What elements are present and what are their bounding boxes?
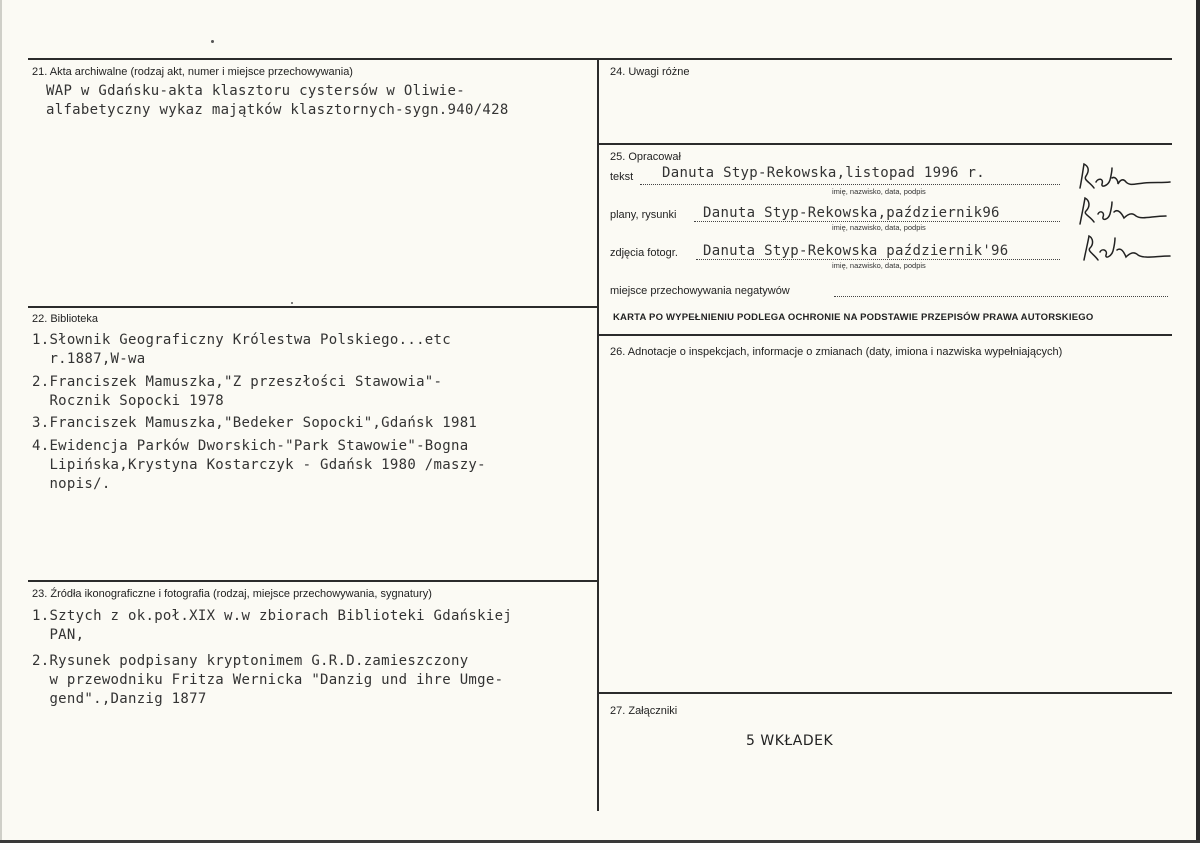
bibliography-item-4-line-2: Lipińska,Krystyna Kostarczyk - Gdańsk 1980 /maszy- [32,457,486,473]
field-value-text: Danuta Styp-Rekowska,listopad 1996 r. [662,165,985,181]
paper-speck [291,302,293,304]
section-23-label: 23. Źródła ikonograficzne i fotografia (rodzaj, miejsce przechowywania, sygnatury) [32,588,432,600]
iconography-item-1-line-1: 1.Sztych z ok.poł.XIX w.w zbiorach Biblioteki Gdańskiej [32,608,513,624]
bibliography-item-2-line-2: Rocznik Sopocki 1978 [32,393,225,409]
negatives-label: miejsce przechowywania negatywów [610,285,790,297]
divider-24-25 [598,143,1172,145]
bibliography-item-2-line-1: 2.Franciszek Mamuszka,"Z przeszłości Stawowia"- [32,374,443,390]
negatives-line [834,296,1168,297]
field-line-text [640,184,1060,185]
iconography-item-2-line-2: w przewodniku Fritza Wernicka "Danzig und ihre Umge- [32,672,504,688]
bibliography-item-4-line-3: nopis/. [32,476,111,492]
bibliography-item-3-line-1: 3.Franciszek Mamuszka,"Bedeker Sopocki",Gdańsk 1981 [32,415,478,431]
section-26-label: 26. Adnotacje o inspekcjach, informacje o zmianach (daty, imiona i nazwiska wypełniających) [610,346,1063,358]
section-21-line-1: WAP w Gdańsku-akta klasztoru cystersów w Oliwie- [46,83,465,99]
field-label-photos: zdjęcia fotogr. [610,247,678,259]
field-label-plans: plany, rysunki [610,209,677,221]
field-hint-photos: imię, nazwisko, data, podpis [832,261,926,270]
section-27-label: 27. Załączniki [610,705,678,717]
section-24-label: 24. Uwagi różne [610,66,690,78]
column-divider [597,58,599,811]
paper-speck [211,40,214,43]
card-left-edge [0,0,2,843]
field-label-text: tekst [610,171,634,183]
section-21-label: 21. Akta archiwalne (rodzaj akt, numer i miejsce przechowywania) [32,66,353,78]
section-25-label: 25. Opracował [610,151,681,163]
copyright-notice: KARTA PO WYPEŁNIENIU PODLEGA OCHRONIE NA PODSTAWIE PRZEPISÓW PRAWA AUTORSKIEGO [613,312,1094,323]
bibliography-item-4-line-1: 4.Ewidencja Parków Dworskich-"Park Stawowie"-Bogna [32,438,469,454]
bibliography-item-1-line-2: r.1887,W-wa [32,351,146,367]
divider-25-26 [598,334,1172,336]
divider-21-22 [28,306,598,308]
section-21-line-2: alfabetyczny wykaz majątków klasztornych-sygn.940/428 [46,102,509,118]
field-value-plans: Danuta Styp-Rekowska,październik96 [703,205,1000,221]
divider-26-27 [598,692,1172,694]
iconography-item-2-line-1: 2.Rysunek podpisany kryptonimem G.R.D.zamieszczony [32,653,469,669]
signature-plans [1072,194,1172,228]
iconography-item-2-line-3: gend".,Danzig 1877 [32,691,207,707]
iconography-item-1-line-2: PAN, [32,627,85,643]
card-right-edge [1196,0,1200,843]
signature-text [1074,160,1174,194]
bibliography-item-1-line-1: 1.Słownik Geograficzny Królestwa Polskiego...etc [32,332,451,348]
divider-22-23 [28,580,598,582]
top-border-line [28,58,1172,60]
field-hint-plans: imię, nazwisko, data, podpis [832,223,926,232]
field-value-photos: Danuta Styp-Rekowska październik'96 [703,243,1009,259]
section-22-label: 22. Biblioteka [32,313,99,325]
signature-photos [1076,232,1176,266]
attachments-handwritten: 5 WKŁADEK [746,733,834,749]
field-hint-text: imię, nazwisko, data, podpis [832,187,926,196]
